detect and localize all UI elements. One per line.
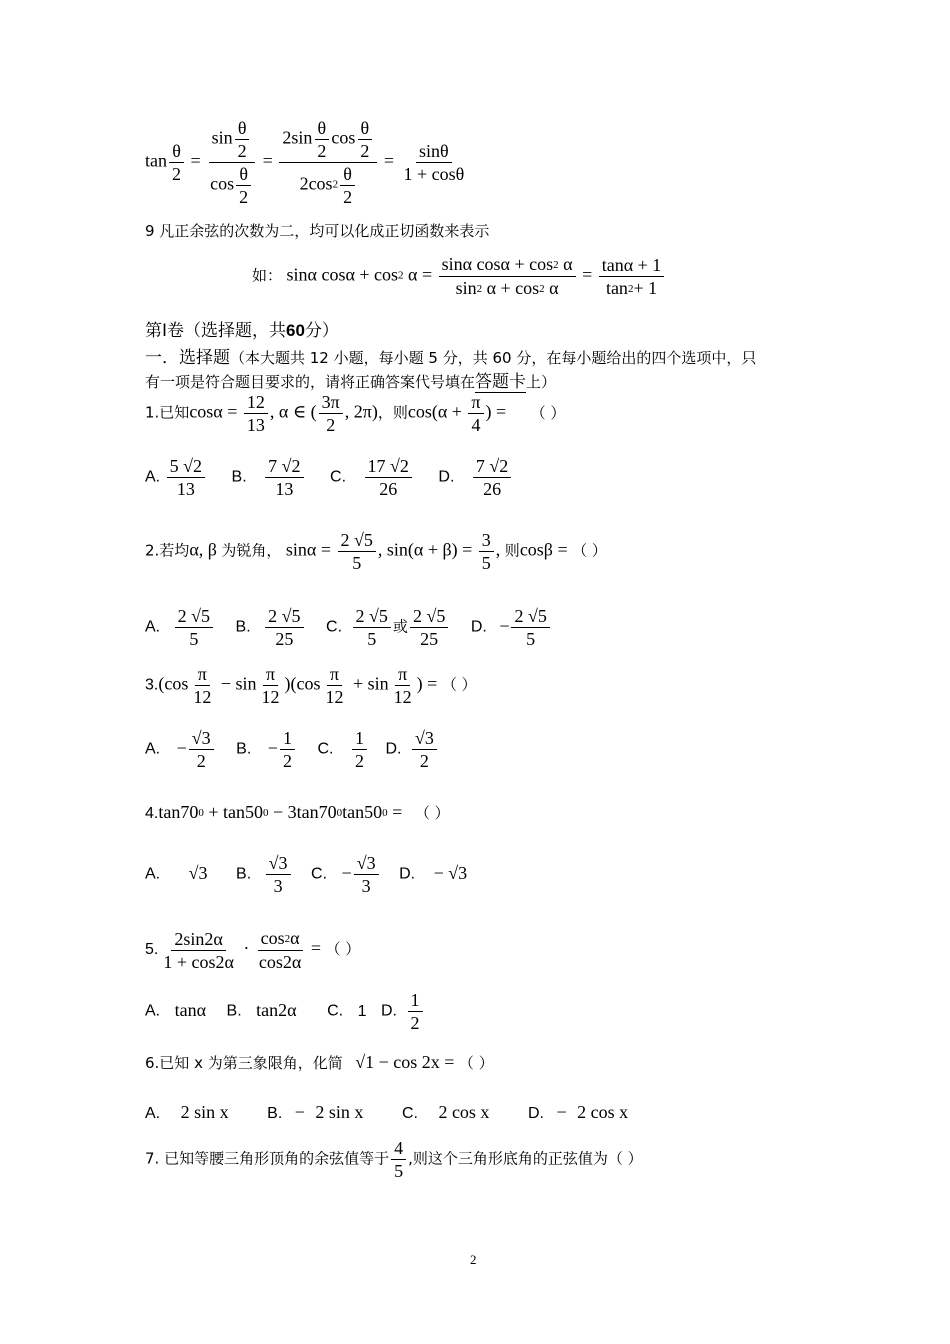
rule-9-example: 如： sinα cosα + cos2 α = $\frac{\text{sinα cosα + cos2 α}}{\sin 2 \alpha + \cos 2 \alpha}$ = $\frac{\tan\alpha + 1}{\tan 2+ 1}$ [252,254,666,299]
question-6-options: A. 2 sin x B. − 2 sin x C. 2 cos x D. − 2 cos x [145,1102,629,1122]
rule-9-text: 9 凡正余弦的次数为二，均可以化成正切函数来表示 [145,222,490,240]
section-title: 第Ⅰ卷（选择题，共60分） [145,321,339,341]
section-intro-line2: 有一项是符合题目要求的，请将正确答案代号填在答题卡上） [145,372,557,392]
question-3: 3.(cos $\frac{\pi}{12}$ − sin $\frac{\pi}{12}$ )(cos $\frac{\pi}{12}$ + sin $\frac{\pi}{12}$ ) = （ ） [145,664,477,707]
question-5-options: A. tanα B. tan2α C. 1 D. $\frac{1}{2}$ [145,990,425,1033]
question-4-options: A. √3 B. $\frac{√3}{3}$ C. − $\frac{√3}{3}$ D. − √3 [145,853,468,896]
question-1: 1.已知cosα = $\frac{12}{13}$ , α ∈ ( $\frac{3\pi}{2}$ , 2π)，则cos(α + $\frac{\pi}{4}$ ) = （ ） [145,392,566,435]
question-7: 7. 已知等腰三角形顶角的余弦值等于 $\frac{4}{5}$ ,则这个三角形底角的正弦值为（ ） [145,1138,643,1181]
section-intro: 一．选择题（本大题共 12 小题，每小题 5 分，共 60 分，在每小题给出的四个选项中，只 [145,348,757,368]
half-angle-formula: tan $\frac{\theta}{2}$ = sin $\frac{\theta}{2}$ cos $\frac{\theta}{2}$ = 2sin $\frac{\theta}{2}$ cos $\frac{\theta}{2}$ 2cos2 $\frac{\theta}{2}$ = $\frac{\sin\theta}{1 + \cos\theta}$ [145,118,465,207]
page-number: 2 [470,1252,477,1267]
question-2: 2.若均α, β 为锐角， sinα = $\frac{2 √5}{5}$ , sin(α + β) = $\frac{3}{5}$ , 则cosβ = （ ） [145,530,607,573]
question-4: 4.tan700 + tan500 − 3tan700tan500 = （ ） [145,802,450,822]
question-1-options: A. $\frac{5 √2}{13}$ B. $\frac{7 √2}{13}$ C. $\frac{17 √2}{26}$ D. $\frac{7 √2}{26}$ [145,456,513,499]
question-2-options: A. $\frac{2 √5}{5}$ B. $\frac{2 √5}{25}$ C. $\frac{2 √5}{5}$ 或 $\frac{2 √5}{25}$ D. − $\frac{2 √5}{5}$ [145,606,552,649]
question-6: 6.已知 x 为第三象限角，化简 √1 − cos 2x = （ ） [145,1052,494,1072]
question-5: 5. $\frac{2\sin 2\alpha}{1 + \cos 2\alpha}$ · $\frac{\cos 2\alpha}{\cos 2\alpha}$ = （ ） [145,928,361,972]
question-3-options: A. − $\frac{√3}{2}$ B. − $\frac{1}{2}$ C. $\frac{1}{2}$ D. $\frac{√3}{2}$ [145,728,439,771]
